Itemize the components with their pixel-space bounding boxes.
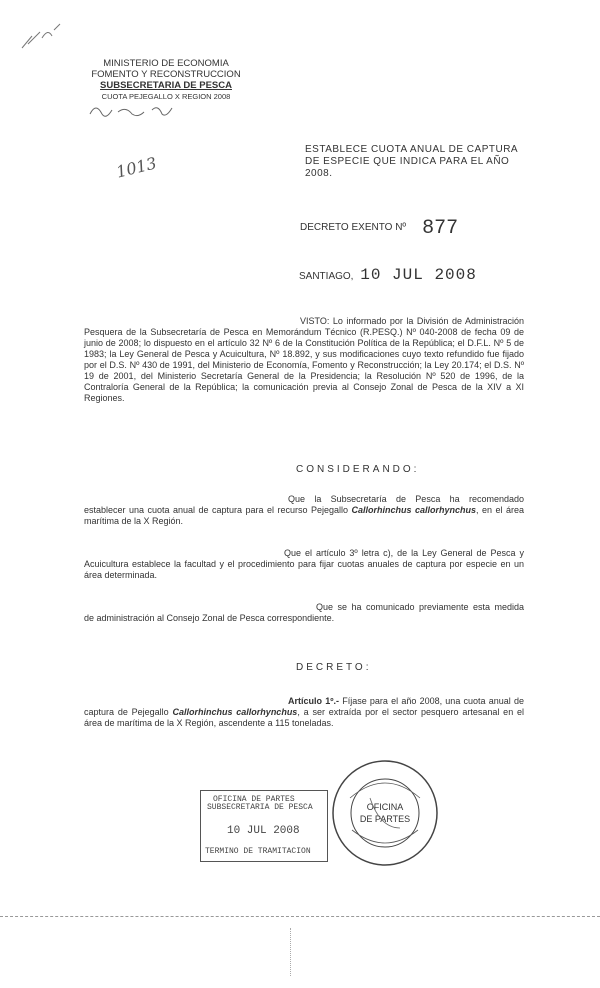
scan-artifact-line — [290, 928, 292, 976]
considerando-1-text: Que la Subsecretaría de Pesca ha recomendado establecer una cuota anual de captura para el recurso Pejegallo — [84, 494, 524, 515]
decree-date: 10 JUL 2008 — [360, 266, 477, 284]
species-name: Callorhinchus callorhynchus — [351, 505, 477, 515]
considerando-1 — [84, 494, 524, 527]
page-fold-line — [0, 916, 600, 917]
stamp-line-4: TERMINO DE TRAMITACION — [205, 847, 311, 856]
place-date-line — [299, 266, 477, 284]
oficina-partes-stamp — [200, 790, 328, 862]
considerando-heading: CONSIDERANDO: — [296, 464, 420, 475]
considerando-2: Que el artículo 3º letra c), de la Ley General de Pesca y Acuicultura establece la facultad y el procedimiento para fijar cuotas anuales de captura por especie en un área determinada. — [84, 548, 524, 580]
decreto-heading: DECRETO: — [296, 662, 372, 673]
articulo-text-a: Fíjase para el año 2008, una cuota anual de captura de Pejegallo — [84, 696, 524, 717]
stamp-line-1: OFICINA DE PARTES — [213, 795, 295, 804]
articulo-species: Callorhinchus callorhynchus — [172, 707, 298, 717]
seal-center-line-2: DE PARTES — [359, 814, 411, 824]
decree-number-line — [300, 214, 459, 240]
stamp-date: 10 JUL 2008 — [227, 825, 300, 837]
decree-title: ESTABLECE CUOTA ANUAL DE CAPTURA DE ESPECIE QUE INDICA PARA EL AÑO 2008. — [305, 144, 518, 179]
margin-note: 1013 — [114, 153, 159, 182]
seal-center-line-1: OFICINA — [366, 802, 404, 812]
place-label: SANTIAGO, — [299, 271, 354, 282]
decree-number: 877 — [422, 217, 459, 240]
cuota-line: CUOTA PEJEGALLO X REGION 2008 — [101, 92, 231, 101]
articulo-label: Artículo 1º.- — [288, 696, 339, 706]
stamp-line-2: SUBSECRETARIA DE PESCA — [207, 803, 313, 812]
ministry-line-1: MINISTERIO DE ECONOMIA — [103, 58, 229, 69]
ministry-round-seal-icon — [330, 758, 440, 868]
handwritten-scribble-icon — [18, 18, 68, 58]
articulo-text-b: , a ser extraída por el sector pesquero artesanal en el área de marítima de la X Región, ascendente a 115 toneladas. — [84, 707, 525, 728]
visto-paragraph: VISTO: Lo informado por la División de Administración Pesquera de la Subsecretaría de Pesca en Memorándum Técnico (R.PESQ.) Nº 040-2008 de fecha 09 de junio de 2008; lo dispuesto en el artículo 32 Nº 6 de la Constitución Política de la República; el D.F.L. Nº 5 de 1983; la Ley General de Pesca y Acuicultura, Nº 18.892, y sus modificaciones cuyo texto refundido fue fijado por el D.S. Nº 430 de 1991, del Ministerio de Economía, Fomento y Reconstrucción; la Ley 20.174; el D.S. Nº 19 de 2001, del Ministerio Secretaría General de la Presidencia; la Resolución Nº 520 de 1996, de la Contraloría General de la República; la comunicación previa al Consejo Zonal de Pesca de la XIV a XI Regiones. — [84, 316, 524, 403]
considerando-1-tail: , en el área marítima de la X Región. — [84, 505, 525, 526]
ministry-line-2: FOMENTO Y RECONSTRUCCION — [91, 69, 241, 80]
considerando-3: Que se ha comunicado previamente esta medida de administración al Consejo Zonal de Pesca correspondiente. — [84, 602, 524, 623]
subsecretaria-line: SUBSECRETARIA DE PESCA — [100, 80, 232, 91]
handwritten-initials-icon — [88, 100, 178, 122]
articulo-1 — [84, 696, 524, 729]
ministry-header — [86, 58, 246, 102]
decree-number-label: DECRETO EXENTO Nº — [300, 222, 407, 233]
